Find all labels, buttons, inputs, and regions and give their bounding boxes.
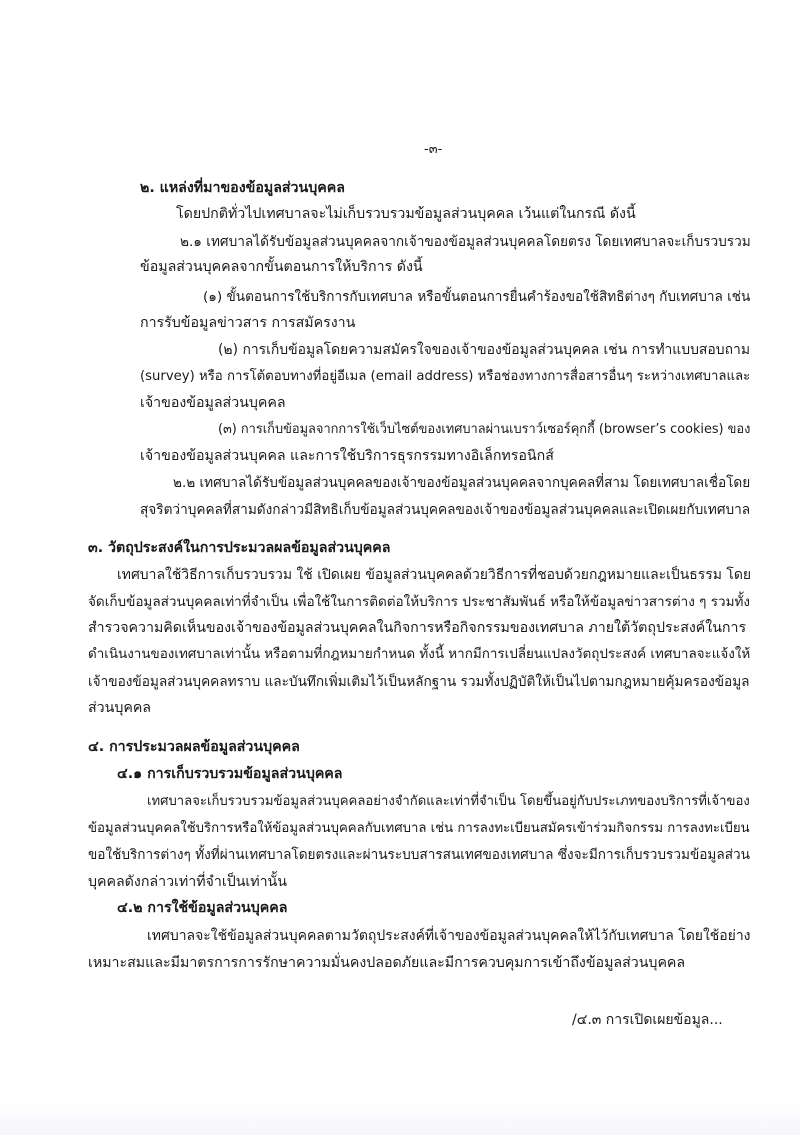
- section-2-intro: โดยปกติทั่วไปเทศบาลจะไม่เก็บรวบรวมข้อมูลส่วนบุคคล เว้นแต่ในกรณี ดังนี้: [176, 206, 636, 222]
- scan-shadow: [0, 1100, 800, 1135]
- paragraph-4-2-line-2: เหมาะสมและมีมาตรการการรักษาความมั่นคงปลอดภัยและมีการควบคุมการเข้าถึงข้อมูลส่วนบุคคล: [88, 955, 686, 971]
- paragraph-2-2-line-2: สุจริตว่าบุคคลที่สามดังกล่าวมีสิทธิเก็บข้อมูลส่วนบุคคลของเจ้าของข้อมูลส่วนบุคคลและเปิดเผยกับเทศบาล: [140, 502, 751, 518]
- section-4-heading: ๔. การประมวลผลข้อมูลส่วนบุคคล: [88, 739, 300, 755]
- item-1-line-1: (๑) ขั้นตอนการใช้บริการกับเทศบาล หรือขั้นตอนการยื่นคำร้องขอใช้สิทธิต่างๆ กับเทศบาล เช่น: [203, 289, 751, 305]
- item-1-line-2: การรับข้อมูลข่าวสาร การสมัครงาน: [140, 315, 356, 331]
- paragraph-2-2-line-1: ๒.๒ เทศบาลได้รับข้อมูลส่วนบุคคลของเจ้าของข้อมูลส่วนบุคคลจากบุคคลที่สาม โดยเทศบาลเชื่อโดย: [173, 475, 751, 491]
- section-3-line-4: ดำเนินงานของเทศบาลเท่านั้น หรือตามที่กฎหมายกำหนด ทั้งนี้ หากมีการเปลี่ยนแปลงวัตถุประสงค์ เทศบาลจะแจ้งให้: [88, 647, 751, 662]
- paragraph-4-1-line-2: ข้อมูลส่วนบุคคลใช้บริการหรือให้ข้อมูลส่วนบุคคลกับเทศบาล เช่น การลงทะเบียนสมัครเข้าร่วมกิจกรรม การลงทะเบียน: [88, 821, 750, 836]
- page-number: -๓-: [424, 142, 443, 157]
- continuation-note: /๔.๓ การเปิดเผยข้อมูล...: [572, 1012, 723, 1028]
- item-2-line-1: (๒) การเก็บข้อมูลโดยความสมัครใจของเจ้าของข้อมูลส่วนบุคคล เช่น การทำแบบสอบถาม: [218, 342, 750, 358]
- subsection-4-2-heading: ๔.๒ การใช้ข้อมูลส่วนบุคคล: [117, 900, 288, 916]
- section-3-line-6: ส่วนบุคคล: [88, 700, 152, 716]
- paragraph-4-1-line-4: บุคคลดังกล่าวเท่าที่จำเป็นเท่านั้น: [88, 874, 287, 890]
- subsection-4-1-heading: ๔.๑ การเก็บรวบรวมข้อมูลส่วนบุคคล: [117, 766, 343, 782]
- section-3-line-2: จัดเก็บข้อมูลส่วนบุคคลเท่าที่จำเป็น เพื่อใช้ในการติดต่อให้บริการ ประชาสัมพันธ์ หรือให้ข้อมูลข่าวสารต่าง ๆ รวมทั้ง: [88, 594, 750, 610]
- section-2-heading: ๒. แหล่งที่มาของข้อมูลส่วนบุคคล: [140, 180, 345, 196]
- paragraph-4-1-line-3: ขอใช้บริการต่างๆ ทั้งที่ผ่านเทศบาลโดยตรงและผ่านระบบสารสนเทศของเทศบาล ซึ่งจะมีการเก็บรวบรวมข้อมูลส่วน: [88, 847, 750, 863]
- paragraph-4-1-line-1: เทศบาลจะเก็บรวบรวมข้อมูลส่วนบุคคลอย่างจำกัดและเท่าที่จำเป็น โดยขึ้นอยู่กับประเภทของบริการที่เจ้าของ: [147, 794, 750, 809]
- section-3-line-1: เทศบาลใช้วิธีการเก็บรวบรวม ใช้ เปิดเผย ข้อมูลส่วนบุคคลด้วยวิธีการที่ชอบด้วยกฎหมายและเป็นธรรม โดย: [117, 567, 752, 583]
- item-2-line-3: เจ้าของข้อมูลส่วนบุคคล: [140, 395, 286, 411]
- paragraph-2-1-line-2: ข้อมูลส่วนบุคคลจากขั้นตอนการให้บริการ ดังนี้: [140, 259, 423, 275]
- item-2-line-2: (survey) หรือ การโต้ตอบทางที่อยู่อีเมล (email address) หรือช่องทางการสื่อสารอื่นๆ ระหว่างเทศบาลและ: [140, 369, 751, 384]
- item-3-line-2: เจ้าของข้อมูลส่วนบุคคล และการใช้บริการธุรกรรมทางอิเล็กทรอนิกส์: [140, 448, 554, 464]
- paragraph-4-2-line-1: เทศบาลจะใช้ข้อมูลส่วนบุคคลตามวัตถุประสงค์ที่เจ้าของข้อมูลส่วนบุคคลให้ไว้กับเทศบาล โดยใช้อย่าง: [147, 928, 751, 944]
- section-3-line-3: สำรวจความคิดเห็นของเจ้าของข้อมูลส่วนบุคคลในกิจการหรือกิจกรรมของเทศบาล ภายใต้วัตถุประสงค์ในการ: [88, 620, 747, 636]
- section-3-heading: ๓. วัตถุประสงค์ในการประมวลผลข้อมูลส่วนบุคคล: [88, 540, 391, 556]
- section-3-line-5: เจ้าของข้อมูลส่วนบุคคลทราบ และบันทึกเพิ่มเติมไว้เป็นหลักฐาน รวมทั้งปฏิบัติให้เป็นไปตามกฎหมายคุ้มครองข้อมูล: [88, 674, 750, 690]
- item-3-line-1: (๓) การเก็บข้อมูลจากการใช้เว็บไซต์ของเทศบาลผ่านเบราว์เซอร์คุกกี้ (browser’s cookies) ของ: [218, 422, 751, 437]
- paragraph-2-1-line-1: ๒.๑ เทศบาลได้รับข้อมูลส่วนบุคคลจากเจ้าของข้อมูลส่วนบุคคลโดยตรง โดยเทศบาลจะเก็บรวบรวม: [180, 234, 751, 250]
